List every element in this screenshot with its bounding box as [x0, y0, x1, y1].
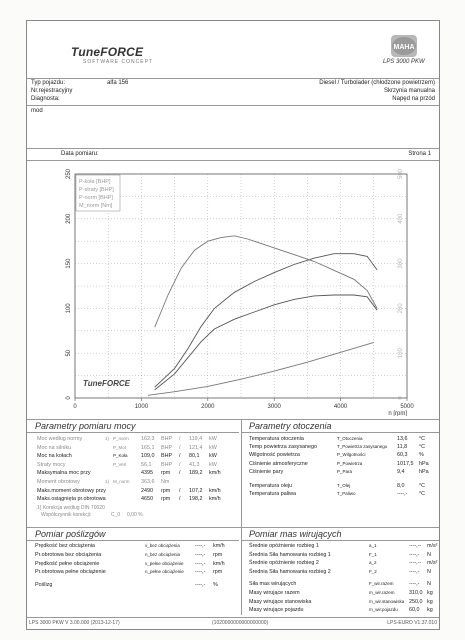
- mass_params-row: [249, 568, 437, 576]
- env_params-value: 11,8: [397, 444, 408, 451]
- mass_params-value: 60,0: [409, 607, 420, 614]
- slip_params-value: ----,-: [195, 543, 206, 549]
- mass_params-unit: kg: [427, 607, 433, 614]
- mass_params-symbol: F_1: [369, 551, 377, 557]
- mass_params-unit: N: [427, 581, 431, 588]
- power-row-value2: 119,4: [189, 436, 203, 442]
- power-row-value1: 363,6: [141, 479, 155, 485]
- mass_params-value: ----,--: [409, 560, 422, 567]
- power-row-value1: 56,1: [141, 461, 152, 468]
- x-tick-label: 4000: [333, 404, 348, 410]
- mass_params-symbol: F_wir.razem: [369, 581, 394, 587]
- tuneforce-logo: [71, 45, 153, 65]
- env_params-value: 8,0: [397, 483, 405, 489]
- x-tick-label: 3000: [267, 404, 281, 410]
- footer-divider: [27, 617, 439, 618]
- slip_params-unit: rpm: [213, 569, 223, 576]
- env_params-value: 60,3: [397, 452, 408, 459]
- slip_params-label: Poślizg: [35, 582, 53, 589]
- mass_params-label: Średnia Siła hamowania rozbieg 1: [249, 551, 331, 558]
- mass_params-unit: m/s²: [427, 543, 438, 549]
- dyno-chart: [37, 166, 429, 416]
- env_params-label: Wilgotność powietrza: [249, 452, 300, 459]
- date-bar-top: [27, 148, 439, 149]
- power-row-symbol: P_Koła: [113, 453, 128, 459]
- y-left-tick-label: 50: [66, 349, 72, 357]
- power-row-value1: 162,3: [141, 436, 155, 442]
- power-row: [37, 452, 237, 460]
- env_params-symbol: P_Powietrza: [337, 460, 363, 466]
- series-line-0: [155, 295, 377, 390]
- env_params-label: Temp powietrza zasysanego: [249, 444, 318, 451]
- slip_params-row: [35, 542, 223, 550]
- y-left-tick-label: 150: [66, 258, 72, 269]
- slip_params-value: ----,-: [195, 582, 206, 589]
- mass_params-row: [249, 598, 437, 606]
- legend-entry: M_norm [Nm]: [79, 203, 113, 209]
- correction-factor-label: Współczynnik korekcji:: [41, 512, 92, 518]
- power-row-value2: 80,1: [189, 453, 200, 460]
- mass_params-unit: m/s²: [427, 560, 438, 567]
- slip_params-unit: km/h: [213, 543, 225, 549]
- mass_params-symbol: F_2: [369, 568, 377, 574]
- power-row-symbol: M_norm: [113, 479, 130, 484]
- power-row: [37, 495, 237, 503]
- slip_params-value: ----,-: [195, 560, 206, 567]
- y-left-tick-label: 250: [66, 168, 72, 180]
- env_params-unit: hPa: [419, 468, 429, 475]
- power-row-unit2: km/h: [209, 487, 221, 494]
- slip_params-label: Prędkość pełne obciążenie: [35, 560, 100, 567]
- power-row-unit1: rpm: [161, 487, 171, 494]
- x-tick-label: 2000: [201, 404, 215, 410]
- y-left-tick-label: 200: [66, 213, 72, 224]
- power-row-sep: /: [179, 496, 181, 503]
- slip-params-title: Pomiar poślizgów: [35, 529, 106, 539]
- correction-footnote: 1) Korekcja według DIN 70020: [37, 505, 105, 511]
- mass_params-value: 310,0: [409, 590, 423, 596]
- env_params-row: [249, 490, 437, 498]
- power-row: [37, 487, 237, 495]
- env_params-value: 9,4: [397, 468, 405, 475]
- power-row: [37, 461, 237, 469]
- mass_params-row: [249, 559, 437, 567]
- maha-logo: [377, 35, 431, 69]
- chart-series: [148, 236, 377, 395]
- mass_params-label: Średnia Siła hamowania rozbieg 2: [249, 568, 331, 575]
- power-row-value1: 109,0: [141, 453, 155, 460]
- env_params-unit: %: [419, 452, 424, 459]
- footer-euro-version: LPS-EURO V1.37.010: [387, 620, 437, 626]
- engine-type: Diesel / Turbolader (chłodzone powietrzem): [319, 80, 435, 86]
- power-row-unit1: BHP: [161, 453, 173, 460]
- power-row-unit2: kW: [209, 461, 217, 468]
- slip_params-value: ----,-: [195, 569, 206, 576]
- page-number: Strona 1: [408, 151, 431, 157]
- power-row-value1: 2490: [141, 487, 153, 494]
- power-row-label: Straty mocy: [37, 461, 66, 468]
- power-row-sep: /: [179, 487, 181, 494]
- correction-factor-symbol: C_0: [111, 512, 121, 518]
- power-row-value1: 4395: [141, 470, 153, 477]
- mass_params-row: [249, 542, 437, 550]
- env_params-symbol: P_Wilgotności: [337, 452, 366, 458]
- power-row-unit2: kW: [209, 444, 217, 451]
- registration-label: Nr.rejestracyjny: [31, 88, 73, 94]
- mass_params-symbol: m_wir.razem: [369, 590, 395, 595]
- measurement-date-label: Data pomiaru:: [61, 151, 99, 157]
- mass-title-underline: [241, 540, 439, 541]
- power-row-unit1: BHP: [161, 461, 173, 468]
- power-params-title: Parametry pomiaru mocy: [35, 421, 136, 431]
- power-row-unit2: km/h: [209, 470, 221, 477]
- env-title-underline: [241, 432, 439, 433]
- env_params-unit: °C: [419, 436, 426, 442]
- chart-bottom-divider: [27, 419, 439, 420]
- brand-name: TuneFORCE: [71, 45, 144, 59]
- x-tick-label: 5000: [400, 404, 414, 410]
- env-params-title: Parametry otoczenia: [249, 421, 332, 431]
- slip_params-unit: km/h: [213, 560, 225, 567]
- vehicle-type-label: Typ pojazdu:: [31, 80, 66, 86]
- power-row-value2: 189,2: [189, 470, 203, 477]
- slip_params-symbol: n_bez obciążenia: [145, 551, 181, 557]
- y-left-tick-label: 0: [66, 396, 72, 400]
- power-row-unit1: BHP: [161, 436, 173, 442]
- power-row-label: Moc na silniku: [37, 444, 72, 451]
- mass_params-label: Masy wirujące razem: [249, 590, 300, 596]
- diagnostician-label: Diagnosta:: [31, 96, 60, 102]
- power-row-value2: 41,3: [189, 461, 200, 468]
- mass_params-label: Masy wirujące pojazdu: [249, 607, 304, 614]
- mass_params-value: ----,-: [409, 568, 420, 575]
- mass_params-row: [249, 580, 437, 588]
- power-row-label: Maks.moment obrotowy przy: [37, 487, 106, 494]
- env_params-row: [249, 460, 437, 468]
- power-title-underline: [27, 432, 239, 433]
- power-row-sep: /: [179, 470, 181, 477]
- footer-serial: (1020000000000000000): [212, 620, 269, 626]
- env_params-unit: °C: [419, 483, 426, 489]
- power-row-unit2: km/h: [209, 496, 221, 503]
- env_params-label: Temperatura otoczenia: [249, 436, 304, 442]
- power-row-sep: /: [179, 436, 181, 442]
- env_params-symbol: P_Para: [337, 468, 353, 474]
- env_params-label: Temperatura paliwa: [249, 491, 297, 498]
- env_params-label: Ciśnienie pary: [249, 468, 284, 475]
- slip_params-value: ----,-: [195, 551, 206, 558]
- x-tick-label: 1000: [134, 404, 149, 410]
- mass_params-value: ----,-: [409, 551, 420, 558]
- power-row-label: Maks.osiągnięta pr.obrotowa: [37, 496, 106, 503]
- mass_params-value: ----,-: [409, 581, 420, 588]
- series-line-1: [148, 342, 374, 395]
- mass_params-unit: N: [427, 551, 431, 558]
- mass-params-title: Pomiar mas wirujących: [249, 529, 342, 539]
- y-right-tick-label: 500: [398, 168, 404, 180]
- slip-title-underline: [27, 540, 239, 541]
- slip_params-row: [35, 581, 223, 589]
- mass_params-value: 250,0: [409, 598, 423, 605]
- y-right-tick-label: 100: [398, 348, 404, 359]
- env_params-label: Temperatura oleju: [249, 483, 293, 489]
- mass_params-label: Siła mas wirujących: [249, 581, 297, 588]
- x-tick-label: 0: [73, 404, 77, 410]
- env_params-row: [249, 443, 437, 451]
- product-name: LPS 3000 PKW: [383, 59, 425, 65]
- env_params-symbol: T_Powietrza zasysanego: [337, 444, 388, 450]
- mass_params-label: Masy wirujące stanowiska: [249, 598, 312, 605]
- env_params-row: [249, 468, 437, 476]
- power-row-value2: 121,4: [189, 444, 203, 451]
- chart-grid: [75, 174, 407, 398]
- y-left-tick-label: 100: [66, 303, 72, 314]
- y-right-tick-label: 0: [398, 396, 404, 400]
- slip_params-row: [35, 568, 223, 576]
- env_params-unit: °C: [419, 444, 426, 451]
- power-row-label: Moc na kołach: [37, 453, 72, 460]
- header-divider: [27, 78, 439, 79]
- lower-section-divider: [27, 527, 439, 528]
- report-sheet: [26, 20, 440, 630]
- legend-entry: P-straty [BHP]: [79, 187, 114, 193]
- power-row-label: Moment obrotowy: [37, 479, 80, 485]
- power-row-sep: /: [179, 461, 181, 468]
- drive-type: Napęd na przód: [392, 96, 435, 102]
- mass_params-label: Średnie opóźnienie rozbieg 1: [249, 543, 319, 549]
- power-row-value2: 107,2: [189, 487, 203, 494]
- slip_params-label: Prędkość bez obciążenia: [35, 543, 95, 549]
- env_params-value: 13,6: [397, 436, 408, 442]
- power-row-unit1: rpm: [161, 470, 171, 477]
- power-row-symbol: P_Verl: [113, 461, 127, 467]
- env_params-row: [249, 482, 437, 490]
- slip_params-unit: %: [213, 582, 218, 589]
- series-line-2: [155, 254, 377, 388]
- power-row: [37, 478, 237, 486]
- mass_params-unit: kg: [427, 598, 433, 605]
- env_params-symbol: T_Paliwo: [337, 491, 356, 497]
- slip_params-row: [35, 551, 223, 559]
- mass-params-table: [241, 542, 439, 617]
- mass_params-row: [249, 606, 437, 614]
- power-row-note: 1): [105, 479, 110, 484]
- power-row-unit1: Nm: [161, 479, 170, 485]
- y-right-tick-label: 300: [398, 258, 404, 269]
- power-row-unit1: rpm: [161, 496, 171, 503]
- mass_params-symbol: a_1: [369, 543, 377, 548]
- x-axis-label: n [rpm]: [388, 411, 407, 416]
- mass_params-label: Średnie opóźnienie rozbieg 2: [249, 560, 319, 567]
- slip_params-label: Pr.obrotowa bez obciążenia: [35, 551, 102, 558]
- env_params-value: 1017,5: [397, 460, 414, 467]
- slip_params-symbol: v_bez obciążenia: [145, 543, 180, 548]
- legend-entry: P-norm [BHP]: [79, 195, 113, 201]
- power-row-sep: /: [179, 453, 181, 460]
- slip_params-label: Pr.obrotowa pełne obciążenie: [35, 569, 106, 576]
- mass_params-symbol: m_wir.pojazdu: [369, 607, 398, 613]
- note-text: mod: [31, 108, 43, 114]
- date-bar-bottom: [27, 160, 439, 161]
- mass_params-symbol: m_wir.stanowiska: [369, 598, 405, 604]
- mass_params-unit: kg: [427, 590, 433, 596]
- env_params-unit: °C: [419, 491, 426, 498]
- env_params-label: Ciśnienie atmosferyczne: [249, 460, 308, 467]
- power-row: [37, 435, 237, 443]
- power-row-symbol: P_Mot: [113, 444, 127, 450]
- slip-params-table: [27, 542, 239, 602]
- mass_params-row: [249, 551, 437, 559]
- mass_params-value: ----,--: [409, 543, 422, 549]
- power-row-sep: /: [179, 444, 181, 451]
- power-row-value1: 165,1: [141, 444, 155, 451]
- brand-tagline: SOFTWARE CONCEPT: [83, 59, 153, 65]
- slip_params-symbol: v_pełne obciążenie: [145, 560, 184, 566]
- power-row-symbol: P_norm: [113, 436, 129, 441]
- slip_params-row: [35, 560, 223, 568]
- vehicle-type-value: alfa 156: [107, 80, 129, 86]
- maha-text: MAHA: [393, 44, 415, 51]
- env_params-value: ----,-: [397, 491, 408, 498]
- env_params-row: [249, 435, 437, 443]
- power-row: [37, 444, 237, 452]
- gearbox-type: Skrzynia manualna: [383, 88, 435, 94]
- series-line-3: [155, 236, 377, 327]
- power-row: [37, 469, 237, 477]
- env_params-unit: hPa: [419, 460, 429, 467]
- slip_params-unit: rpm: [213, 551, 223, 558]
- legend-entry: P-koła [BHP]: [79, 179, 111, 185]
- chart-legend: [76, 175, 120, 211]
- env_params-symbol: T_Olej: [337, 483, 351, 488]
- power-row-value1: 4650: [141, 496, 153, 503]
- env_params-row: [249, 451, 437, 459]
- y-right-tick-label: 200: [398, 303, 404, 314]
- power-row-unit2: kW: [209, 453, 217, 460]
- correction-factor-value: 0,00 %: [127, 512, 143, 518]
- env_params-symbol: T_Otoczenia: [337, 436, 363, 441]
- slip_params-symbol: n_pełne obciążenie: [145, 569, 184, 575]
- chart-watermark: TuneFORCE: [83, 379, 130, 388]
- y-right-tick-label: 400: [398, 213, 404, 224]
- power-row-value2: 198,2: [189, 496, 203, 503]
- power-row-note: 1): [105, 436, 110, 441]
- mass_params-unit: N: [427, 568, 431, 575]
- mass_params-symbol: a_2: [369, 560, 377, 566]
- power-row-label: Moc według normy: [37, 436, 83, 442]
- mass_params-row: [249, 589, 437, 597]
- power-row-unit1: BHP: [161, 444, 173, 451]
- power-row-unit2: kW: [209, 436, 217, 442]
- env-params-table: [241, 435, 439, 525]
- info-divider: [27, 105, 439, 106]
- power-row-label: Maksymalna moc przy: [37, 470, 91, 477]
- footer-version: LPS 3000 PKW V 3.00.000 (2013-12-17): [29, 620, 120, 626]
